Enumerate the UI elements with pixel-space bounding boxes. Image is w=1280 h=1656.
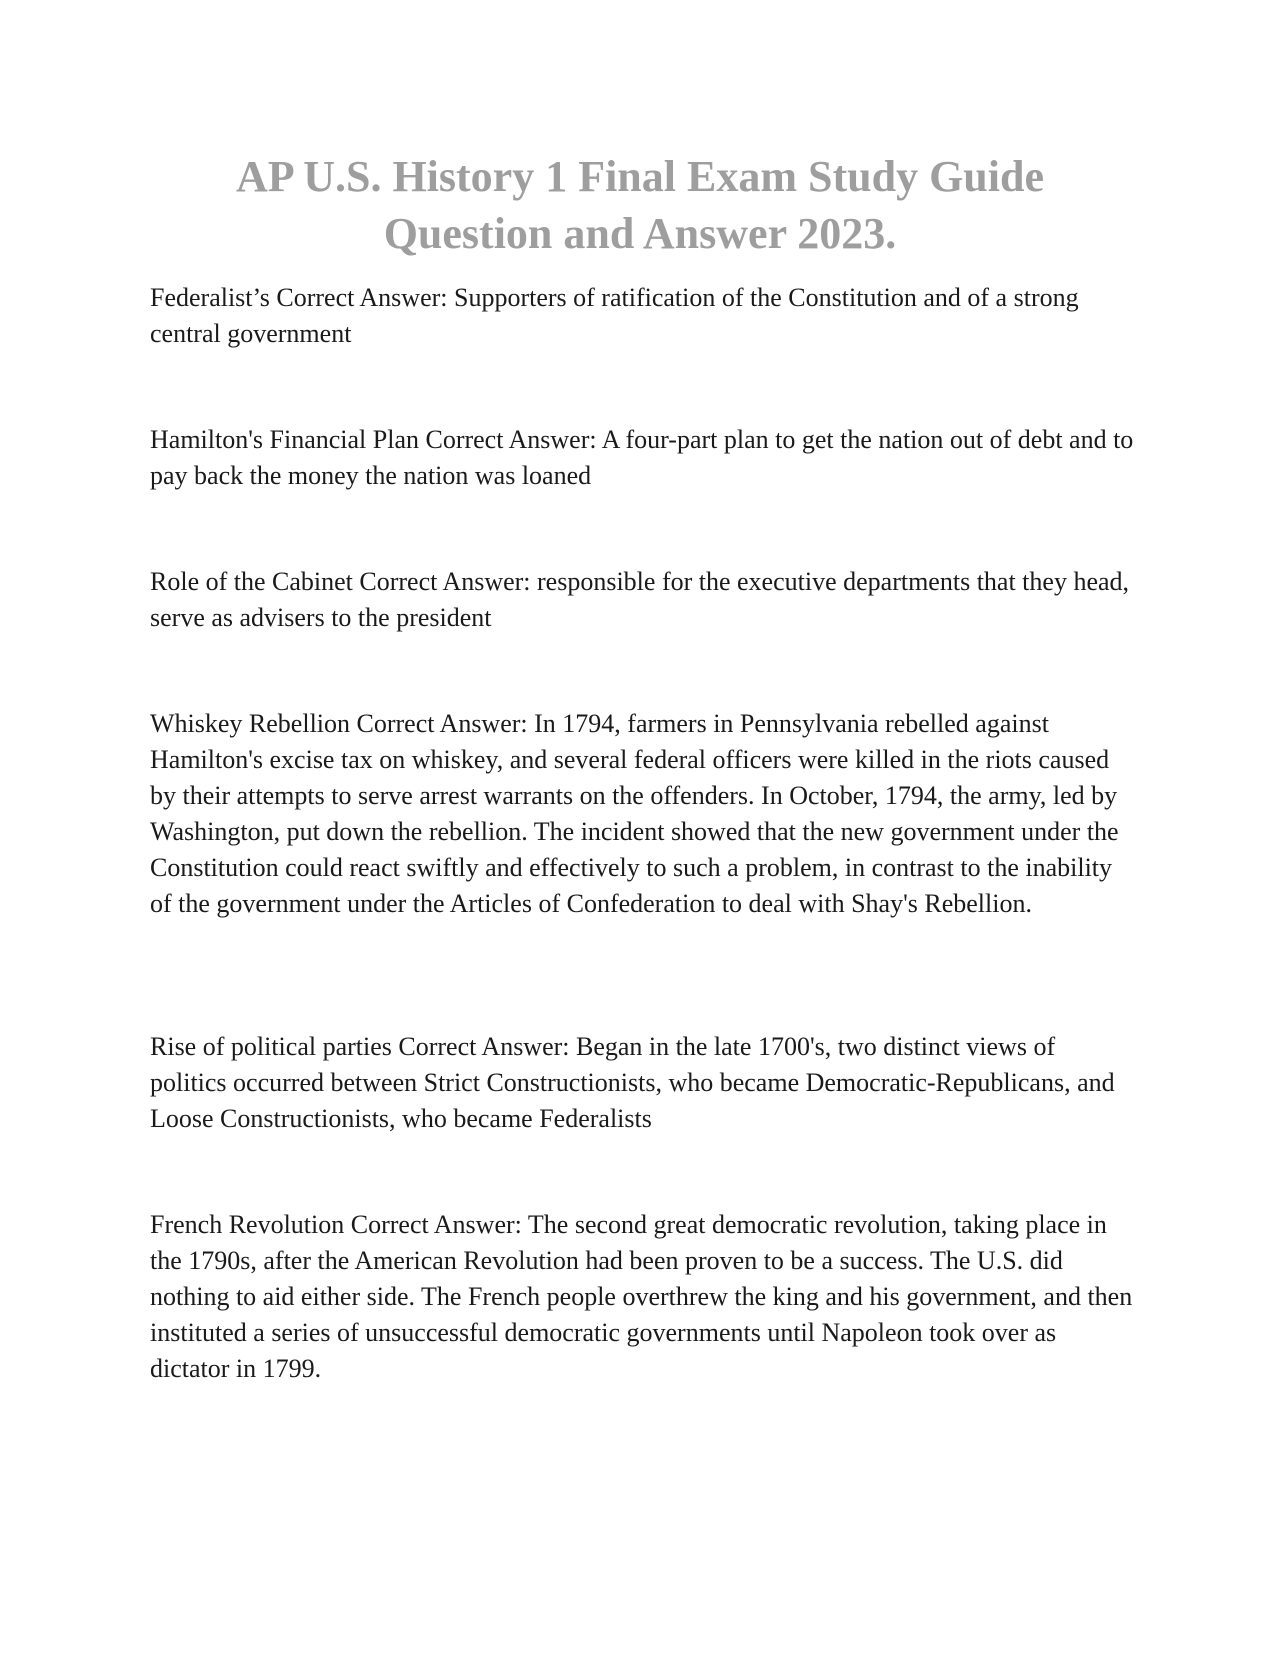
entry-french-revolution: French Revolution Correct Answer: The second great democratic revolution, taking place in the 1790s, after the American Revolution had been proven to be a success. The U.S. did nothing to aid either side. The French people overthrew the king and his government, and then instituted a series of unsuccessful democratic governments until Napoleon took over as dictator in 1799. (150, 1210, 1133, 1383)
title-line-1: AP U.S. History 1 Final Exam Study Guide (235, 152, 1044, 201)
entry-rise-of-political-parties: Rise of political parties Correct Answer: Began in the late 1700's, two distinct views of politics occurred between Strict Constructionists, who became Democratic-Republicans, and Loose Constructionists, who became Federalists (150, 1032, 1115, 1133)
title-line-2: Question and Answer 2023. (383, 209, 897, 258)
document-title (150, 148, 1130, 262)
entry-federalists: Federalist’s Correct Answer: Supporters of ratification of the Constitution and of a strong central government (150, 283, 1079, 348)
entry-role-of-the-cabinet: Role of the Cabinet Correct Answer: responsible for the executive departments that they head, serve as advisers to the president (150, 567, 1130, 632)
entry-whiskey-rebellion: Whiskey Rebellion Correct Answer: In 1794, farmers in Pennsylvania rebelled against Hamilton's excise tax on whiskey, and several federal officers were killed in the riots caused by their attempts to serve arrest warrants on the offenders. In October, 1794, the army, led by Washington, put down the rebellion. The incident showed that the new government under the Constitution could react swiftly and effectively to such a problem, in contrast to the inability of the government under the Articles of Confederation to deal with Shay's Rebellion. (150, 709, 1119, 918)
entry-hamiltons-financial-plan: Hamilton's Financial Plan Correct Answer: A four-part plan to get the nation out of debt and to pay back the money the nation was loaned (150, 425, 1134, 490)
